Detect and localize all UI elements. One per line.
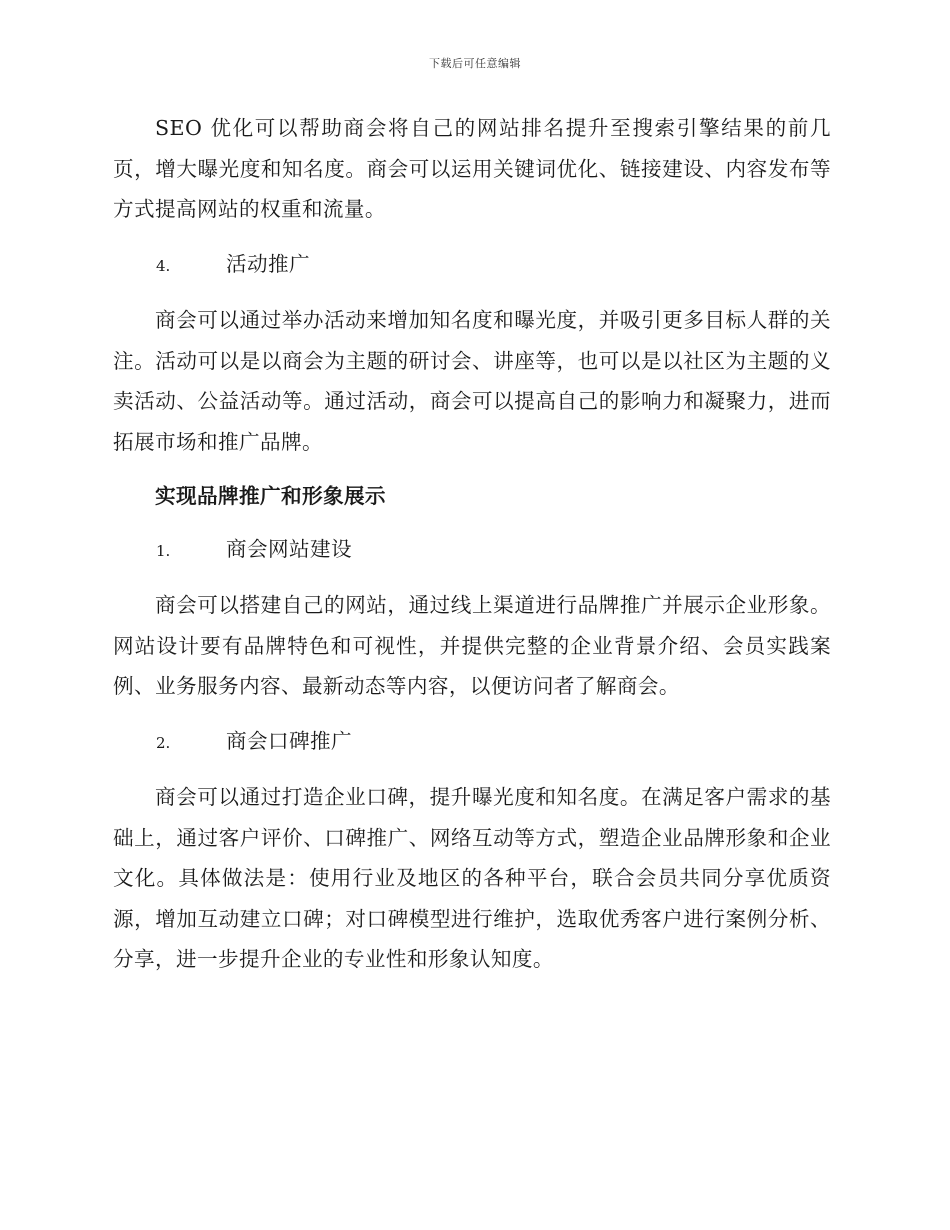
page-header-note: 下载后可任意编辑 xyxy=(429,57,521,70)
section-heading: 实现品牌推广和形象展示 xyxy=(155,484,386,508)
list-item-word-of-mouth xyxy=(113,721,831,764)
paragraph-activities: 商会可以通过举办活动来增加知名度和曝光度，并吸引更多目标人群的关注。活动可以是以商会为主题的研讨会、讲座等，也可以是以社区为主题的义卖活动、公益活动等。通过活动，商会可以提高自己的影响力和凝聚力，进而拓展市场和推广品牌。 xyxy=(113,308,831,454)
document-body xyxy=(113,108,831,994)
paragraph-seo: SEO 优化可以帮助商会将自己的网站排名提升至搜索引擎结果的前几页，增大曝光度和知名度。商会可以运用关键词优化、链接建设、内容发布等方式提高网站的权重和流量。 xyxy=(113,116,831,221)
paragraph-word-of-mouth: 商会可以通过打造企业口碑，提升曝光度和知名度。在满足客户需求的基础上，通过客户评价、口碑推广、网络互动等方式，塑造企业品牌形象和企业文化。具体做法是：使用行业及地区的各种平台，联合会员共同分享优质资源，增加互动建立口碑；对口碑模型进行维护，选取优秀客户进行案例分析、分享，进一步提升企业的专业性和形象认知度。 xyxy=(113,785,831,971)
list-number: 1. xyxy=(156,541,171,560)
list-item-website xyxy=(113,529,831,572)
list-number: 2. xyxy=(156,733,171,752)
paragraph-website: 商会可以搭建自己的网站，通过线上渠道进行品牌推广并展示企业形象。网站设计要有品牌特色和可视性，并提供完整的企业背景介绍、会员实践案例、业务服务内容、最新动态等内容，以便访问者了解商会。 xyxy=(113,593,831,698)
list-item-label: 商会口碑推广 xyxy=(226,728,352,753)
list-item-label: 活动推广 xyxy=(226,251,310,276)
list-number: 4. xyxy=(156,256,171,275)
list-item-activity-promotion xyxy=(113,244,831,287)
list-item-label: 商会网站建设 xyxy=(226,536,352,561)
